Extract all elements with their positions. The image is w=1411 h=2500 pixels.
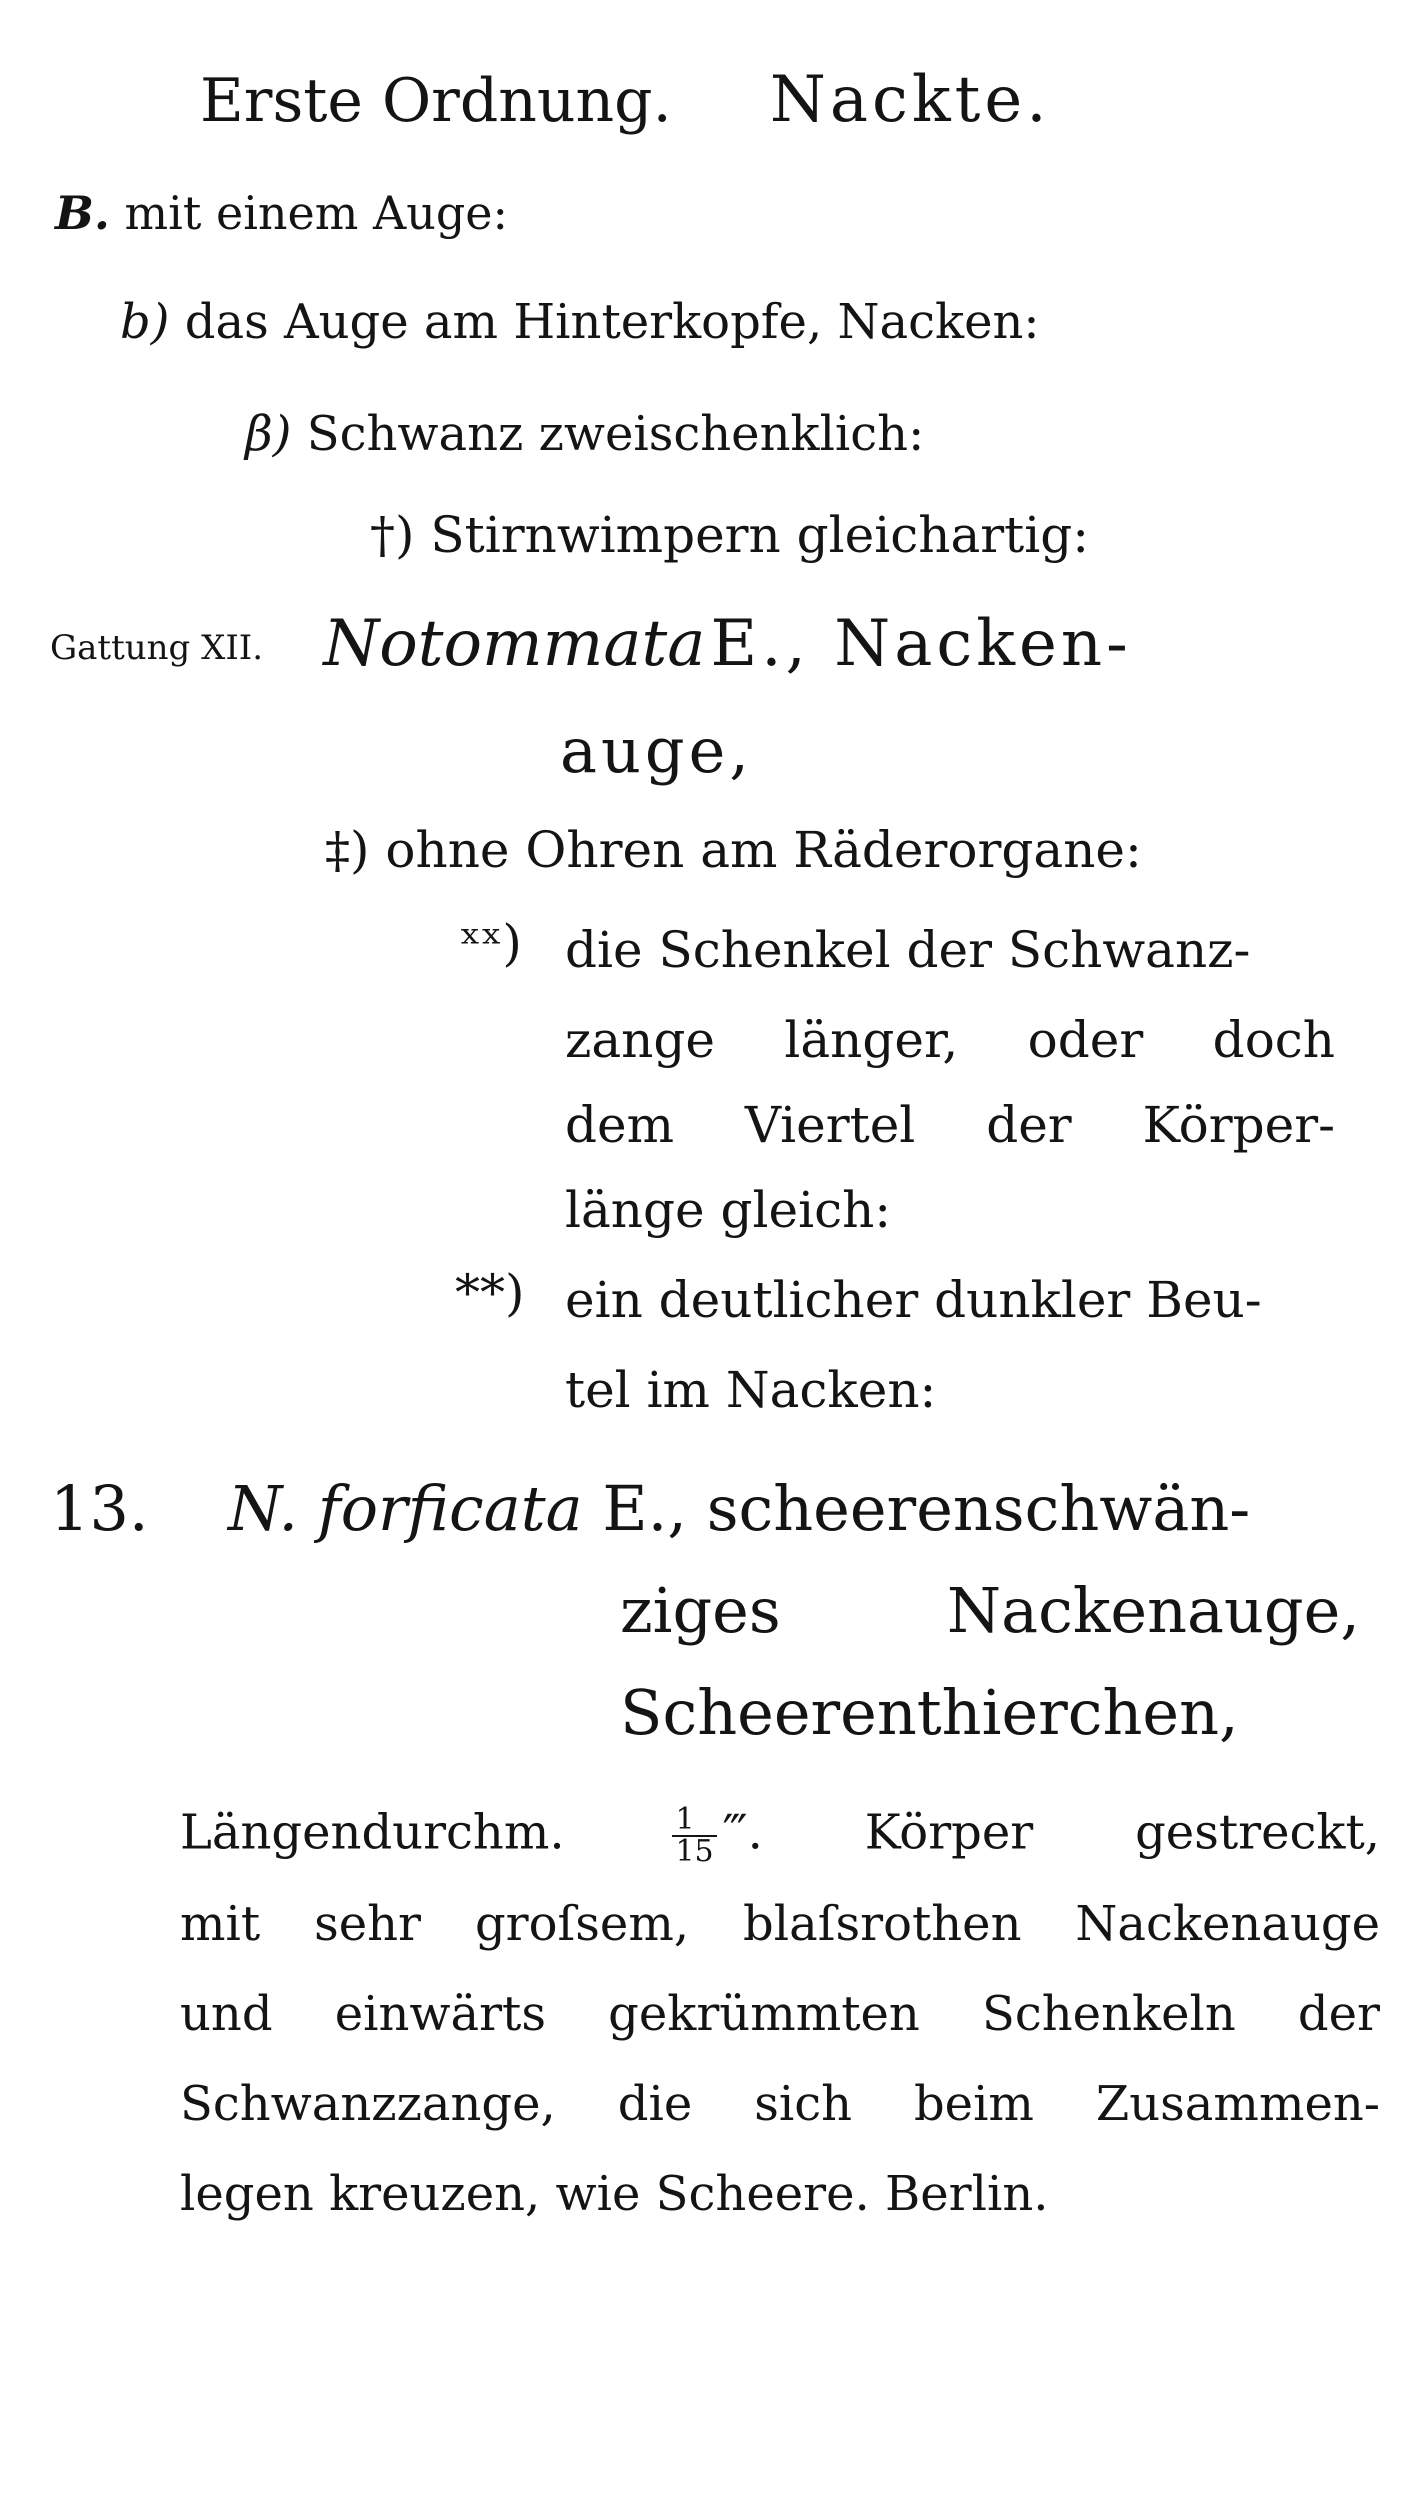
key-b-lower <box>120 294 1040 350</box>
description-line: Schwanzzange, die sich beim Zusammen- <box>180 2076 1380 2132</box>
length-unit: ‴. <box>722 1804 763 1861</box>
key-b-lower-text: das Auge am Hinterkopfe, Nacken: <box>184 294 1040 350</box>
genus-continuation: auge, <box>560 714 753 787</box>
genus-name: Notommata <box>323 607 706 681</box>
key-xx-line: länge gleich: <box>565 1181 892 1239</box>
key-double-dagger <box>325 821 1142 879</box>
species-author: E., scheerenschwän- <box>602 1472 1251 1545</box>
body-description: Körper gestreckt, <box>864 1804 1380 1861</box>
key-b-upper-label: B. <box>55 186 110 240</box>
description-line <box>180 1802 1380 1869</box>
species-common-name: ziges Nackenauge, <box>620 1574 1360 1647</box>
genus-author: E., Nacken- <box>710 607 1132 681</box>
group-title: Nackte. <box>769 63 1051 137</box>
species-name: N. forficata <box>228 1472 583 1545</box>
key-double-dagger-text: ohne Ohren am Räderorgane: <box>385 821 1142 879</box>
key-b-upper <box>55 186 509 240</box>
length-fraction: $\frac{1}{15}$ <box>672 1805 716 1867</box>
species-line <box>50 1472 1251 1545</box>
key-xx-label: ˣˣ) <box>460 914 522 972</box>
genus-prefix: Gattung XII. <box>50 628 263 668</box>
key-xx-line: dem Viertel der Körper- <box>565 1096 1335 1154</box>
order-title: Erste Ordnung. <box>200 66 672 136</box>
key-xx-line: zange länger, oder doch <box>565 1011 1335 1069</box>
key-stars-line: ein deutlicher dunkler Beu- <box>565 1271 1262 1329</box>
key-stars-line: tel im Nacken: <box>565 1361 937 1419</box>
key-dagger-label: †) <box>370 506 415 564</box>
page-heading <box>200 63 1051 137</box>
key-dagger-text: Stirnwimpern gleichartig: <box>430 506 1090 564</box>
genus-line <box>50 607 1132 681</box>
key-b-upper-text: mit einem Auge: <box>124 186 509 240</box>
key-b-lower-label: b) <box>120 294 170 350</box>
key-dagger <box>370 506 1090 564</box>
species-common-name: Scheerenthierchen, <box>620 1676 1239 1749</box>
key-stars-label: **) <box>455 1264 525 1322</box>
species-number: 13. <box>50 1472 149 1545</box>
key-beta-label: β) <box>245 406 292 462</box>
description-line: mit sehr groſsem, blaſsrothen Nackenauge <box>180 1896 1380 1952</box>
description-line: und einwärts gekrümmten Schenkeln der <box>180 1986 1380 2042</box>
description-line: legen kreuzen, wie Scheere. Berlin. <box>180 2166 1049 2222</box>
key-xx-line: die Schenkel der Schwanz- <box>565 921 1251 979</box>
length-label: Längendurchm. <box>180 1804 565 1861</box>
key-beta <box>245 406 925 462</box>
key-beta-text: Schwanz zweischenklich: <box>306 406 925 462</box>
key-double-dagger-label: ‡) <box>325 821 370 879</box>
